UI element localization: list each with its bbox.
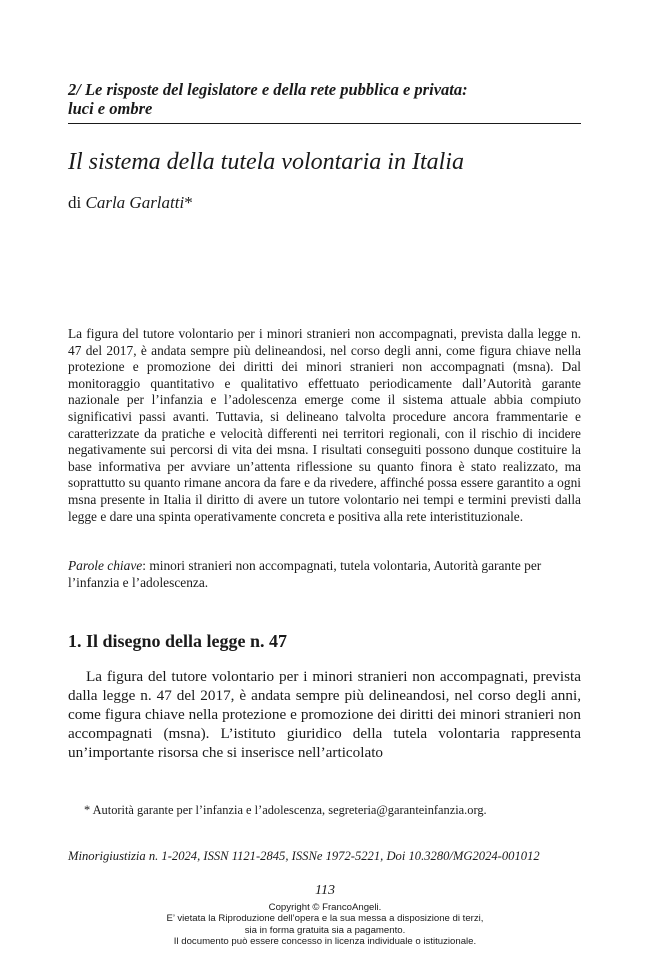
footnote: * Autorità garante per l’infanzia e l’adolescenza, segreteria@garanteinfanzia.org. <box>84 803 487 817</box>
footnote-marker: * <box>184 193 193 212</box>
keywords-text: : minori stranieri non accompagnati, tutela volontaria, Autorità garante per l’infanzia e l’adolescenza. <box>68 558 542 590</box>
section-header-line-2: luci e ombre <box>68 99 153 118</box>
author-prefix: di <box>68 193 86 212</box>
keywords <box>68 558 581 591</box>
author-name: Carla Garlatti <box>85 193 185 212</box>
section-heading: 1. Il disegno della legge n. 47 <box>68 631 288 651</box>
copyright-line-2: E’ vietata la Riproduzione dell’opera e la sua messa a disposizione di terzi, <box>166 913 484 925</box>
copyright-line-3: sia in forma gratuita sia a pagamento. <box>244 924 406 936</box>
author-line <box>68 192 193 214</box>
article-title: Il sistema della tutela volontaria in Italia <box>68 149 464 175</box>
journal-citation: Minorigiustizia n. 1-2024, ISSN 1121-2845, ISSNe 1972-5221, Doi 10.3280/MG2024-001012 <box>68 849 540 863</box>
body-paragraph: La figura del tutore volontario per i minori stranieri non accompagnati, prevista dalla legge n. 47 del 2017, è andata sempre più delineandosi, nel corso degli anni, come figura chiave nella protezione e promozione dei diritti dei minori stranieri non accompagnati (msna). L’istituto giuridico della tutela volontaria rappresenta un’importante risorsa che si inserisce nell’articolato <box>68 668 581 761</box>
section-header <box>68 80 581 124</box>
page-number: 113 <box>315 883 335 898</box>
section-header-line-1: 2/ Le risposte del legislatore e della rete pubblica e privata: <box>68 80 468 99</box>
copyright-notice <box>0 902 650 947</box>
copyright-line-4: Il documento può essere concesso in licenza individuale o istituzionale. <box>173 935 477 947</box>
abstract: La figura del tutore volontario per i minori stranieri non accompagnati, prevista dalla legge n. 47 del 2017, è andata sempre più delineandosi, nel corso degli anni, come figura chiave nella protezione e promozione dei diritti dei minori stranieri non accompagnati (msna). Dal monitoraggio quantitativo e qualitativo effettuato periodicamente dall’Autorità garante nazionale per l’infanzia e l’adolescenza emerge come il sistema attuale abbia compiuto significativi passi avanti. Tuttavia, si delineano talvolta procedure ancora frammentarie e caratterizzate da pratiche e velocità differenti nei territori regionali, con il rischio di incidere negativamente sui percorsi di vita dei msna. I risultati conseguiti possono dunque costituire la base informativa per avviare un’attenta riflessione su quanto finora è stato realizzato, ma soprattutto su quanto rimane ancora da fare e da rivedere, affinché possa essere garantito a ogni msna presente in Italia il diritto di avere un tutore volontario nei tempi e termini previsti dalla legge e dare una spinta operativamente concreta e positiva alla rete interistituzionale. <box>68 326 581 524</box>
copyright-line-1: Copyright © FrancoAngeli. <box>268 902 382 913</box>
keywords-label: Parole chiave <box>68 558 143 573</box>
